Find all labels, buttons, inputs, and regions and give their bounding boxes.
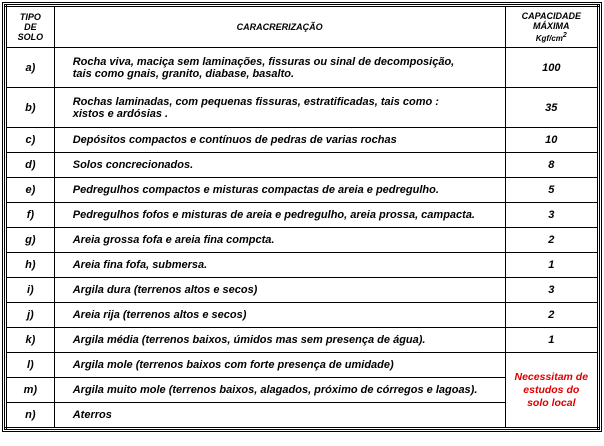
header-type-line2: DE: [24, 22, 37, 32]
table-row: [6, 303, 599, 328]
table-row: [6, 153, 599, 178]
row-description: Areia grossa fofa e areia fina compcta.: [54, 228, 505, 253]
table-row: [6, 228, 599, 253]
row-description: Areia fina fofa, submersa.: [54, 253, 505, 278]
table-row: [6, 278, 599, 303]
row-description: Argila mole (terrenos baixos com forte presença de umidade): [54, 353, 505, 378]
table-row: [6, 253, 599, 278]
row-label: m): [6, 378, 55, 403]
row-description: Pedregulhos compactos e misturas compactas de areia e pedregulho.: [54, 178, 505, 203]
row-description: Pedregulhos fofos e misturas de areia e pedregulho, areia prossa, campacta.: [54, 203, 505, 228]
table-header-row: [6, 6, 599, 48]
row-description: Depósitos compactos e contínuos de pedras de varias rochas: [54, 128, 505, 153]
row-capacity-value: 1: [505, 328, 598, 353]
row-description-line1: Rochas laminadas, com pequenas fissuras, estratificadas, tais como :: [72, 95, 439, 108]
row-capacity-value: 2: [505, 228, 598, 253]
table-row: [6, 128, 599, 153]
note-line3: solo local: [527, 396, 576, 409]
row-label: i): [6, 278, 55, 303]
table-row: [6, 88, 599, 128]
row-label: g): [6, 228, 55, 253]
row-label: h): [6, 253, 55, 278]
row-capacity-value: 3: [505, 203, 598, 228]
row-description: Areia rija (terrenos altos e secos): [54, 303, 505, 328]
row-label: n): [6, 403, 55, 429]
row-capacity-value: 35: [505, 88, 598, 128]
header-capacity-line2: MÁXIMA: [533, 20, 570, 31]
header-soil-type: [6, 6, 55, 48]
header-characterization: CARACRERIZAÇÃO: [54, 6, 505, 48]
table-row: [6, 328, 599, 353]
row-capacity-value: 10: [505, 128, 598, 153]
row-description: Argila média (terrenos baixos, úmidos mas sem presença de água).: [54, 328, 505, 353]
row-description: [54, 48, 505, 88]
row-label: b): [6, 88, 55, 128]
row-capacity-value: 2: [505, 303, 598, 328]
row-capacity-value: 100: [505, 48, 598, 88]
table-row: [6, 48, 599, 88]
row-label: a): [6, 48, 55, 88]
row-description: Argila dura (terrenos altos e secos): [54, 278, 505, 303]
table-row: [6, 203, 599, 228]
header-capacity: [505, 6, 598, 48]
local-study-note: [505, 353, 598, 429]
row-label: e): [6, 178, 55, 203]
row-description-line2: xistos e ardósias .: [72, 107, 169, 120]
row-description: Argila muito mole (terrenos baixos, alagados, próximo de córregos e lagoas).: [54, 378, 505, 403]
row-description: [54, 88, 505, 128]
note-line2: estudos do: [523, 383, 580, 396]
table-row: [6, 353, 599, 378]
row-capacity-value: 5: [505, 178, 598, 203]
header-capacity-line1: CAPACIDADE: [521, 10, 581, 21]
row-label: d): [6, 153, 55, 178]
row-description: Aterros: [54, 403, 505, 429]
row-label: c): [6, 128, 55, 153]
header-type-line1: TIPO: [19, 12, 41, 22]
row-label: f): [6, 203, 55, 228]
row-label: k): [6, 328, 55, 353]
note-line1: Necessitam de: [514, 370, 589, 383]
row-description-line2: tais como gnais, granito, diabase, basalto.: [72, 67, 295, 80]
row-description-line1: Rocha viva, maciça sem laminações, fissuras ou sinal de decomposição,: [72, 55, 455, 68]
row-capacity-value: 1: [505, 253, 598, 278]
row-label: j): [6, 303, 55, 328]
row-description: Solos concrecionados.: [54, 153, 505, 178]
header-capacity-exponent: 2: [562, 31, 567, 39]
header-type-line3: SOLO: [17, 32, 44, 42]
row-label: l): [6, 353, 55, 378]
header-capacity-unit: Kgf/cm: [535, 33, 563, 43]
soil-capacity-table: [4, 4, 600, 430]
row-capacity-value: 8: [505, 153, 598, 178]
row-capacity-value: 3: [505, 278, 598, 303]
table-row: [6, 178, 599, 203]
